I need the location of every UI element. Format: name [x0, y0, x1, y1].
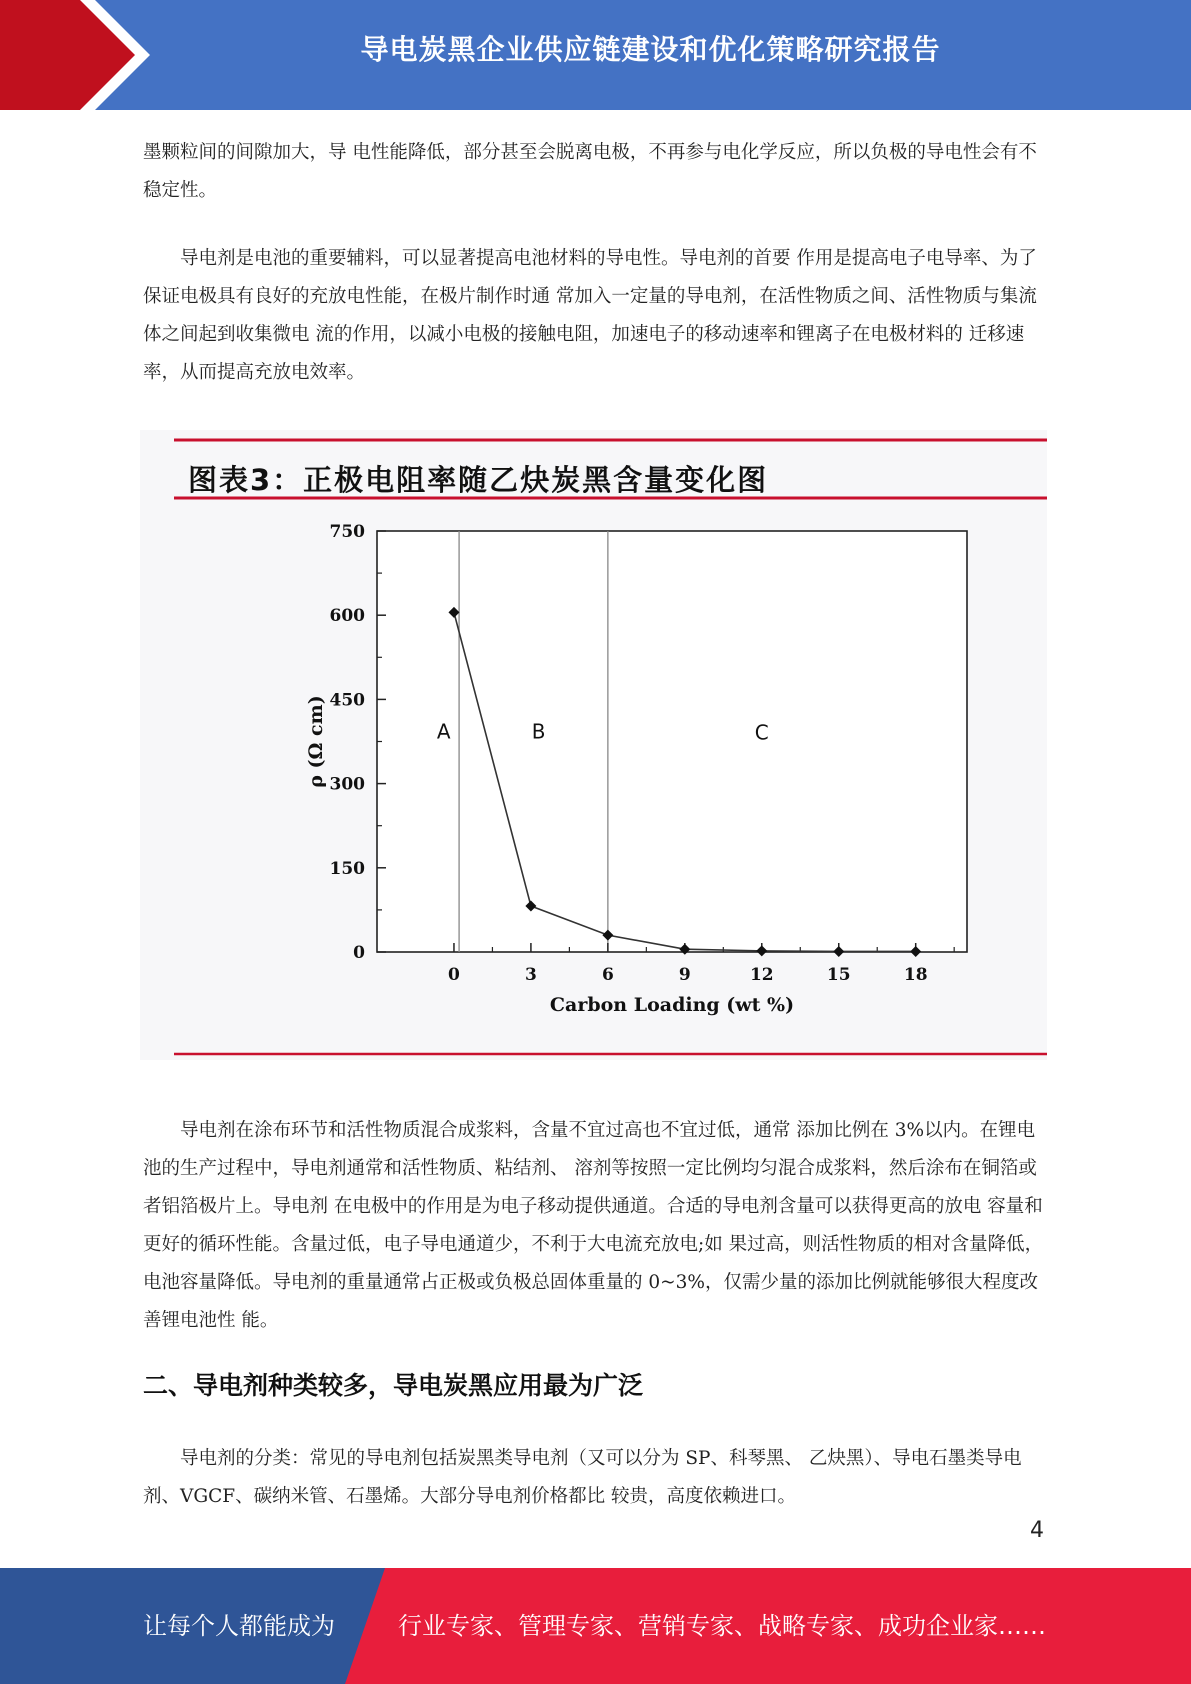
region-label-a: A	[436, 719, 451, 744]
x-tick-label: 6	[601, 965, 614, 985]
x-tick-label: 3	[524, 965, 537, 985]
x-axis-label: Carbon Loading (wt %)	[549, 994, 795, 1016]
plot-area	[377, 531, 967, 952]
paragraph-conductive-agent-content: 导电剂在涂布环节和活性物质混合成浆料，含量不宜过高也不宜过低，通常 添加比例在 3%以内。在锂电池的生产过程中，导电剂通常和活性物质、粘结剂、 溶剂等按照一定比例均匀混合成浆料，然后涂布在铜箔或者铝箔极片上。导电剂 在电极中的作用是为电子移动提供通道。合适的导电剂含量可以获得更高的放电 容量和更好的循环性能。含量过低，电子导电通道少，不利于大电流充放电;如 果过高，则活性物质的相对含量降低，电池容量降低。导电剂的重量通常占正极或负极总固体重量的 0~3%，仅需少量的添加比例就能够很大程度改善锂电池性 能。	[143, 1120, 1044, 1331]
y-tick-label: 0	[353, 943, 365, 963]
region-label-b: B	[531, 719, 546, 744]
header-red-chevron	[0, 0, 160, 110]
y-tick-label: 300	[329, 774, 365, 795]
y-tick-label: 450	[329, 690, 365, 711]
page-number: 4	[1030, 1518, 1044, 1543]
y-tick-label: 600	[329, 606, 365, 627]
x-tick-label: 0	[448, 965, 460, 985]
footer-slogan-left: 让每个人都能成为	[143, 1612, 335, 1640]
paragraph-continued: 墨颗粒间的间隙加大，导 电性能降低，部分甚至会脱离电极，不再参与电化学反应，所以负极的导电性会有不稳定性。	[143, 142, 1037, 201]
header-title: 导电炭黑企业供应链建设和优化策略研究报告	[360, 33, 941, 66]
y-tick-label: 150	[329, 858, 365, 879]
paragraph-conductive-agent-types: 导电剂的分类：常见的导电剂包括炭黑类导电剂（又可以分为 SP、科琴黑、 乙炔黑）、导电石墨类导电剂、VGCF、碳纳米管、石墨烯。大部分导电剂价格都比 较贵，高度依赖进口。	[143, 1448, 1022, 1507]
y-tick-label: 750	[329, 522, 365, 542]
region-label-c: C	[754, 720, 769, 745]
figure-resistivity-chart	[140, 430, 1047, 1060]
x-tick-label: 12	[749, 965, 774, 985]
chart-canvas	[140, 430, 1047, 1060]
footer-slogan-right: 行业专家、管理专家、营销专家、战略专家、成功企业家……	[398, 1612, 1046, 1640]
figure-title: 图表3：正极电阻率随乙炔炭黑含量变化图	[188, 463, 769, 497]
x-tick-label: 9	[678, 965, 691, 985]
page-footer	[0, 1568, 1191, 1684]
paragraph-conductive-agent-role: 导电剂是电池的重要辅料，可以显著提高电池材料的导电性。导电剂的首要 作用是提高电子电导率、为了保证电极具有良好的充放电性能，在极片制作时通 常加入一定量的导电剂，在活性物质之间、活性物质与集流体之间起到收集微电 流的作用，以减小电极的接触电阻，加速电子的移动速率和锂离子在电极材料的 迁移速率，从而提高充放电效率。	[143, 248, 1037, 383]
x-tick-label: 15	[826, 965, 851, 985]
y-axis-label: ρ (Ω cm)	[305, 695, 327, 788]
page-header	[0, 0, 1191, 110]
x-tick-label: 18	[903, 965, 928, 985]
section-heading: 二、导电剂种类较多，导电炭黑应用最为广泛	[143, 1371, 644, 1400]
